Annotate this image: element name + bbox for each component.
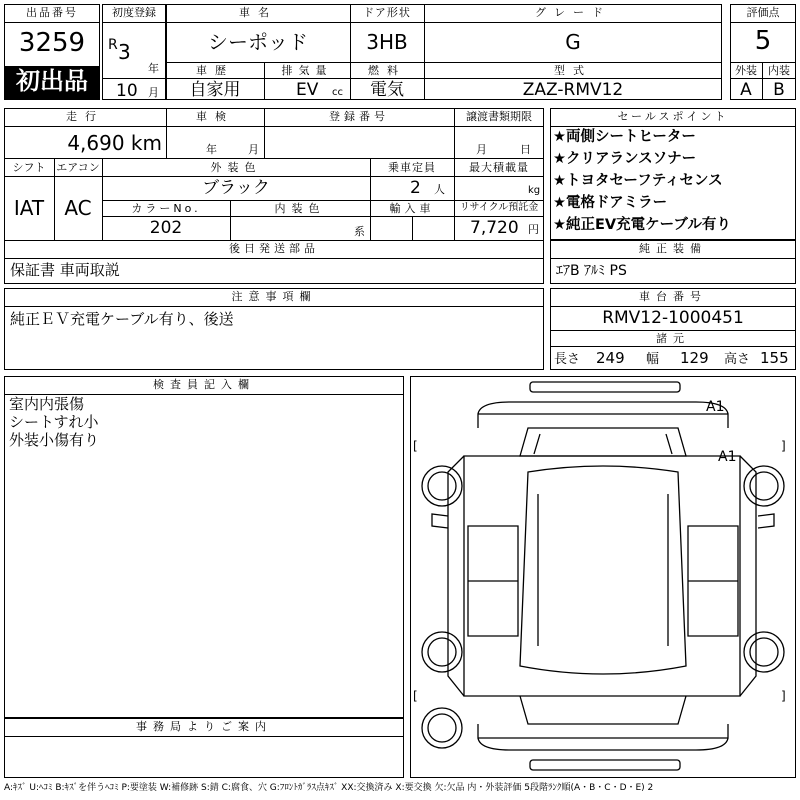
model-label: 型式 xyxy=(554,64,592,77)
sales-point-item: ★トヨタセーフティセンス xyxy=(553,173,723,189)
sales-points-label: セールスポイント xyxy=(617,110,729,123)
grade-label: グレード xyxy=(535,6,611,19)
exterior-color-label: 外装色 xyxy=(210,161,262,174)
diagram-bracket: ] xyxy=(781,689,786,703)
max-load-unit: kg xyxy=(528,185,541,196)
displacement-unit: cc xyxy=(332,87,343,98)
diagram-mirror-left xyxy=(432,514,448,528)
history: 自家用 xyxy=(189,80,241,100)
diagram-bracket: [ xyxy=(413,439,418,453)
width: 129 xyxy=(680,349,709,367)
mileage-label: 走行 xyxy=(66,110,104,123)
inspection-label: 車検 xyxy=(196,110,234,123)
lot-number: 3259 xyxy=(18,28,86,58)
mileage: 4,690 km xyxy=(67,131,162,155)
diagram-mirror-right xyxy=(758,514,774,528)
transfer-deadline-label: 譲渡書類期限 xyxy=(466,110,532,123)
fuel-label: 燃料 xyxy=(368,64,406,77)
width-label: 幅 xyxy=(646,352,660,367)
lot-number-label: 出品番号 xyxy=(26,6,78,19)
inspector-line: シートすれ小 xyxy=(9,413,99,431)
inspection-year-unit: 年 xyxy=(206,143,217,156)
era-year: 3 xyxy=(118,40,131,64)
door-type: 3HB xyxy=(366,30,408,54)
dimensions-label: 諸元 xyxy=(656,332,690,345)
diagram-left-door xyxy=(468,526,518,636)
shift-label: シフト xyxy=(12,161,46,174)
diagram-windshield xyxy=(520,428,686,456)
interior-color-unit: 系 xyxy=(354,225,365,238)
sales-point-item: ★純正EV充電ケーブル有り xyxy=(553,217,731,233)
height-label: 高さ xyxy=(724,352,751,367)
diagram-front-bumper xyxy=(530,382,680,392)
notes-label: 注意事項欄 xyxy=(231,290,317,303)
diagram-right-door xyxy=(688,526,738,636)
car-name: シーポッド xyxy=(208,30,308,54)
registration-month: 10 xyxy=(116,81,138,101)
displacement-label: 排気量 xyxy=(281,64,333,77)
notes-value: 純正ＥＶ充電ケーブル有り、後送 xyxy=(10,310,234,328)
era-letter: R xyxy=(108,37,118,53)
first-listing-text: 初出品 xyxy=(16,67,88,95)
color-number: 202 xyxy=(149,218,183,238)
month-unit: 月 xyxy=(148,86,159,99)
exterior-color: ブラック xyxy=(202,178,270,198)
chassis-label: 車台番号 xyxy=(639,290,707,303)
history-label: 車歴 xyxy=(196,64,234,77)
damage-mark: A1 xyxy=(718,449,737,465)
capacity-label: 乗車定員 xyxy=(388,161,436,174)
inspector-label: 検査員記入欄 xyxy=(153,378,255,391)
diagram-rear-bumper xyxy=(478,724,728,750)
color-number-label: カラーNo. xyxy=(131,202,201,215)
score: 5 xyxy=(754,26,772,56)
fuel: 電気 xyxy=(370,80,404,100)
diagram-roof xyxy=(520,466,686,674)
equipment-label: 純正装備 xyxy=(639,242,707,255)
registration-number-label: 登録番号 xyxy=(329,110,389,123)
car-diagram xyxy=(410,376,796,778)
interior-grade: B xyxy=(773,80,785,100)
sales-point-item: ★電格ドアミラー xyxy=(553,195,668,211)
diagram-hood-outline xyxy=(478,399,728,428)
recycle-deposit-label: リサイクル預託金 xyxy=(459,202,539,213)
car-name-label: 車名 xyxy=(239,6,277,19)
inspector-line: 外装小傷有り xyxy=(9,431,100,449)
later-parts-value: 保証書 車両取説 xyxy=(10,261,120,279)
score-label: 評価点 xyxy=(746,6,780,19)
import-label: 輸入車 xyxy=(389,202,435,215)
height: 155 xyxy=(760,349,789,367)
later-parts-label: 後日発送部品 xyxy=(229,242,319,255)
transfer-month: 月 xyxy=(476,143,487,156)
diagram-bracket: [ xyxy=(413,689,418,703)
equipment-value: ｴｱB ｱﾙﾐ PS xyxy=(556,263,627,279)
interior-color-label: 内装色 xyxy=(274,202,326,215)
diagram-body-outline xyxy=(464,456,740,696)
length-label: 長さ xyxy=(554,352,581,367)
length: 249 xyxy=(596,349,625,367)
displacement: EV xyxy=(296,80,319,100)
capacity: 2 xyxy=(410,178,421,198)
recycle-deposit: 7,720 xyxy=(470,218,519,238)
exterior-grade-label: 外装 xyxy=(735,64,757,77)
door-label: ドア形状 xyxy=(363,6,411,19)
ac: AC xyxy=(64,196,92,220)
capacity-unit: 人 xyxy=(434,183,445,196)
recycle-deposit-unit: 円 xyxy=(528,223,539,236)
transfer-day: 日 xyxy=(520,143,531,156)
office-label: 事務局よりご案内 xyxy=(136,720,272,733)
sales-point-item: ★クリアランスソナー xyxy=(553,151,697,167)
damage-legend: A:ｷｽﾞ U:ﾍｺﾐ B:ｷｽﾞを伴うﾍｺﾐ P:要塗装 W:補修跡 S:錆 C:腐食、穴 G:ﾌﾛﾝﾄｶﾞﾗｽ点ｷｽﾞ XX:交換済み X:要交換 欠:欠品 内・外装評価 5段階ﾗﾝｸ順(A・B・C・D・E) 2 xyxy=(4,783,654,793)
damage-mark: A1 xyxy=(706,399,725,415)
year-unit: 年 xyxy=(148,62,159,75)
model-code: ZAZ-RMV12 xyxy=(522,80,624,100)
first-registration-label: 初度登録 xyxy=(112,6,156,19)
max-load-label: 最大積載量 xyxy=(469,161,529,174)
shift: IAT xyxy=(13,196,45,220)
diagram-rear-window xyxy=(520,696,686,724)
interior-grade-label: 内装 xyxy=(768,64,790,77)
inspection-month-unit: 月 xyxy=(248,143,259,156)
exterior-grade: A xyxy=(740,80,752,100)
sales-point-item: ★両側シートヒーター xyxy=(553,129,696,145)
ac-label: エアコン xyxy=(56,161,100,174)
chassis-number: RMV12-1000451 xyxy=(602,308,744,328)
inspector-line: 室内内張傷 xyxy=(9,395,85,413)
grade: G xyxy=(565,30,581,54)
diagram-bracket: ] xyxy=(781,439,786,453)
